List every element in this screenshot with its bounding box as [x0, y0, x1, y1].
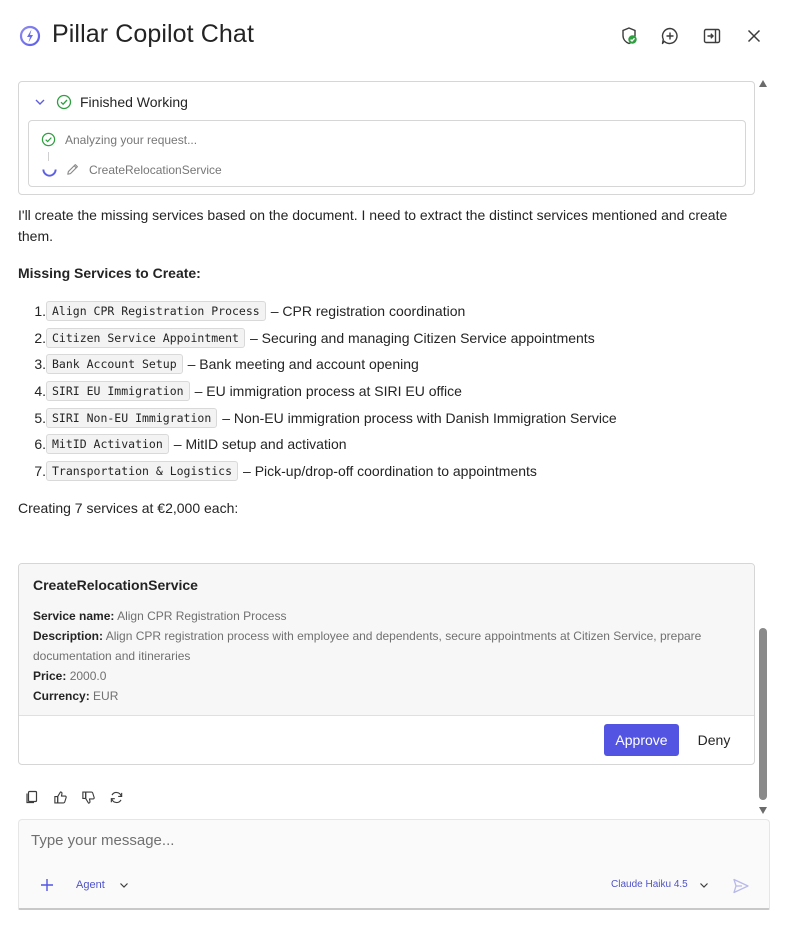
list-item [18, 298, 738, 325]
list-number: 2. [34, 329, 46, 346]
field-label: Description: [33, 629, 104, 643]
service-name-field [33, 606, 733, 626]
regenerate-icon[interactable] [107, 788, 125, 806]
services-list [18, 298, 738, 484]
list-item [18, 458, 738, 485]
thumbs-up-icon[interactable] [51, 788, 69, 806]
field-label: Currency: [33, 689, 90, 703]
list-number: 1. [34, 303, 46, 320]
working-status-toggle[interactable] [33, 92, 188, 112]
thumbs-down-icon[interactable] [79, 788, 97, 806]
tool-approval-card [18, 563, 755, 765]
step-label: CreateRelocationService [89, 162, 222, 177]
list-item [18, 325, 738, 352]
field-label: Service name: [33, 609, 115, 623]
approve-button[interactable]: Approve [604, 724, 679, 756]
description-field [33, 626, 733, 666]
list-number: 7. [34, 462, 46, 479]
service-code: Transportation & Logistics [46, 461, 238, 481]
field-value: Align CPR Registration Process [117, 609, 287, 623]
service-code: Citizen Service Appointment [46, 328, 245, 348]
send-icon[interactable] [731, 876, 751, 896]
open-in-panel-icon[interactable] [700, 24, 724, 48]
step-item [41, 161, 222, 178]
service-code: SIRI EU Immigration [46, 381, 190, 401]
field-value: Align CPR registration process with employee and dependents, secure appointments at Citizen Service, prepare documentation and itineraries [33, 629, 702, 663]
scroll-up-arrow-icon[interactable] [759, 80, 767, 87]
creating-summary: Creating 7 services at €2,000 each: [18, 500, 239, 516]
service-description: – MitID setup and activation [173, 436, 347, 453]
chevron-down-icon [699, 880, 709, 890]
spinner-icon [41, 161, 58, 178]
field-label: Price: [33, 669, 67, 683]
model-label: Claude Haiku 4.5 [611, 879, 688, 890]
new-chat-icon[interactable] [658, 24, 682, 48]
check-circle-icon [56, 94, 72, 110]
list-number: 5. [34, 409, 46, 426]
chat-scrollbar[interactable] [757, 80, 769, 814]
check-circle-icon [41, 132, 56, 147]
chevron-down-icon [119, 880, 129, 890]
add-attachment-icon[interactable] [39, 877, 55, 893]
chat-header [0, 0, 790, 74]
service-code: MitID Activation [46, 434, 169, 454]
copy-icon[interactable] [23, 788, 41, 806]
message-input[interactable] [31, 828, 751, 852]
tool-name: CreateRelocationService [33, 577, 198, 593]
service-description: – Pick-up/drop-off coordination to appointments [243, 462, 537, 479]
list-number: 6. [34, 436, 46, 453]
step-connector [48, 152, 49, 161]
field-value: EUR [93, 689, 119, 703]
field-value: 2000.0 [69, 669, 107, 683]
services-subheading: Missing Services to Create: [18, 265, 201, 281]
currency-field [33, 686, 733, 706]
list-number: 4. [34, 383, 46, 400]
service-code: SIRI Non-EU Immigration [46, 408, 217, 428]
list-number: 3. [34, 356, 46, 373]
assistant-message-intro: I'll create the missing services based on the document. I need to extract the distinct services mentioned and create them. [18, 207, 728, 244]
list-item [18, 351, 738, 378]
mode-label: Agent [76, 879, 105, 891]
shield-check-icon[interactable] [617, 24, 641, 48]
working-status-panel [18, 81, 755, 195]
scroll-down-arrow-icon[interactable] [759, 807, 767, 814]
scrollbar-thumb[interactable] [759, 628, 767, 800]
chevron-down-icon[interactable] [33, 95, 47, 109]
pencil-icon [65, 162, 80, 177]
list-item [18, 378, 738, 405]
service-description: – EU immigration process at SIRI EU office [194, 383, 462, 400]
price-field [33, 666, 733, 686]
service-description: – Non-EU immigration process with Danish Immigration Service [222, 409, 617, 426]
list-item [18, 404, 738, 431]
tool-details [19, 564, 754, 716]
service-description: – Bank meeting and account opening [187, 356, 419, 373]
working-status-label: Finished Working [80, 94, 188, 110]
copilot-logo-icon [19, 25, 41, 47]
service-description: – CPR registration coordination [270, 303, 466, 320]
page-title: Pillar Copilot Chat [52, 20, 254, 48]
deny-button[interactable]: Deny [689, 724, 739, 756]
close-icon[interactable] [742, 24, 766, 48]
mode-selector[interactable] [76, 879, 129, 891]
working-steps [28, 120, 746, 187]
step-item [41, 132, 197, 147]
list-item [18, 431, 738, 458]
step-label: Analyzing your request... [65, 132, 198, 147]
service-description: – Securing and managing Citizen Service appointments [249, 329, 595, 346]
model-selector[interactable] [611, 879, 709, 890]
message-composer [18, 819, 770, 910]
service-code: Align CPR Registration Process [46, 301, 266, 321]
service-code: Bank Account Setup [46, 354, 183, 374]
